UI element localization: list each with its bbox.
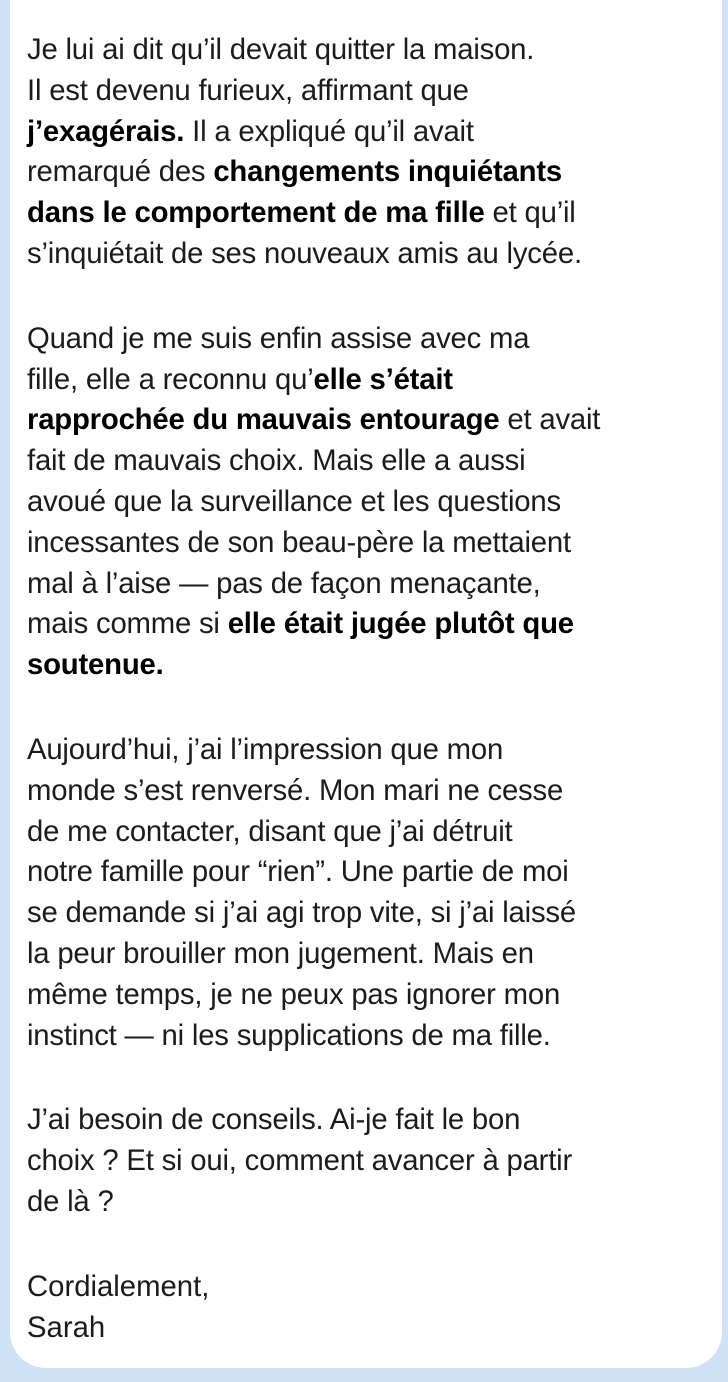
text-line: s’inquiétait de ses nouveaux amis au lycée. (27, 236, 582, 270)
text-line: de me contacter, disant que j’ai détruit (27, 814, 513, 848)
closing: Cordialement, (27, 1269, 210, 1303)
text-line: avoué que la surveillance et les questions (27, 484, 561, 518)
bold-emphasis: rapprochée du mauvais entourage (27, 403, 500, 437)
text-segment: Il a expliqué qu’il avait (184, 114, 474, 148)
text-line: se demande si j’ai agi trop vite, si j’ai laissé (27, 896, 576, 930)
bold-emphasis: soutenue. (27, 648, 164, 682)
signoff (27, 1267, 702, 1349)
signature: Sarah (27, 1310, 106, 1344)
text-line: Aujourd’hui, j’ai l’impression que mon (27, 732, 504, 766)
bold-emphasis: j’exagérais. (27, 114, 185, 148)
text-segment: et qu’il (484, 196, 576, 230)
text-line: choix ? Et si oui, comment avancer à partir (27, 1144, 573, 1178)
text-line: la peur brouiller mon jugement. Mais en (27, 936, 534, 970)
bold-emphasis: dans le comportement de ma fille (27, 196, 485, 230)
text-line: notre famille pour “rien”. Une partie de moi (27, 855, 569, 889)
text-line: mal à l’aise — pas de façon menaçante, (27, 566, 541, 600)
text-line: de là ? (27, 1184, 114, 1218)
text-line: instinct — ni les supplications de ma fille. (27, 1018, 551, 1052)
text-segment: et avait (499, 403, 601, 437)
paragraph-2 (27, 319, 702, 686)
text-line (27, 645, 702, 686)
paragraph-4 (27, 1100, 702, 1222)
text-segment: mais comme si (27, 607, 228, 641)
paragraph-1 (27, 30, 702, 275)
text-line: J’ai besoin de conseils. Ai-je fait le bon (27, 1103, 521, 1137)
text-line (27, 400, 702, 441)
text-line: fait de mauvais choix. Mais elle a aussi (27, 444, 526, 478)
text-line (27, 604, 702, 645)
text-line (27, 360, 702, 401)
bold-emphasis: changements inquiétants (213, 155, 562, 189)
bold-emphasis: elle s’était (313, 362, 453, 396)
text-line (27, 152, 702, 193)
text-line: Il est devenu furieux, affirmant que (27, 73, 469, 107)
text-line: même temps, je ne peux pas ignorer mon (27, 977, 561, 1011)
letter-card (10, 0, 722, 1368)
text-line: Je lui ai dit qu’il devait quitter la maison. (27, 33, 535, 66)
paragraph-3 (27, 730, 702, 1056)
text-line: monde s’est renversé. Mon mari ne cesse (27, 773, 564, 807)
text-segment: remarqué des (27, 155, 214, 189)
bold-emphasis: elle était jugée plutôt que (227, 607, 574, 641)
text-line (27, 112, 702, 153)
text-line (27, 193, 702, 234)
text-segment: fille, elle a reconnu qu’ (27, 362, 314, 396)
text-line: Quand je me suis enfin assise avec ma (27, 321, 530, 355)
text-line: incessantes de son beau-père la mettaient (27, 525, 571, 559)
